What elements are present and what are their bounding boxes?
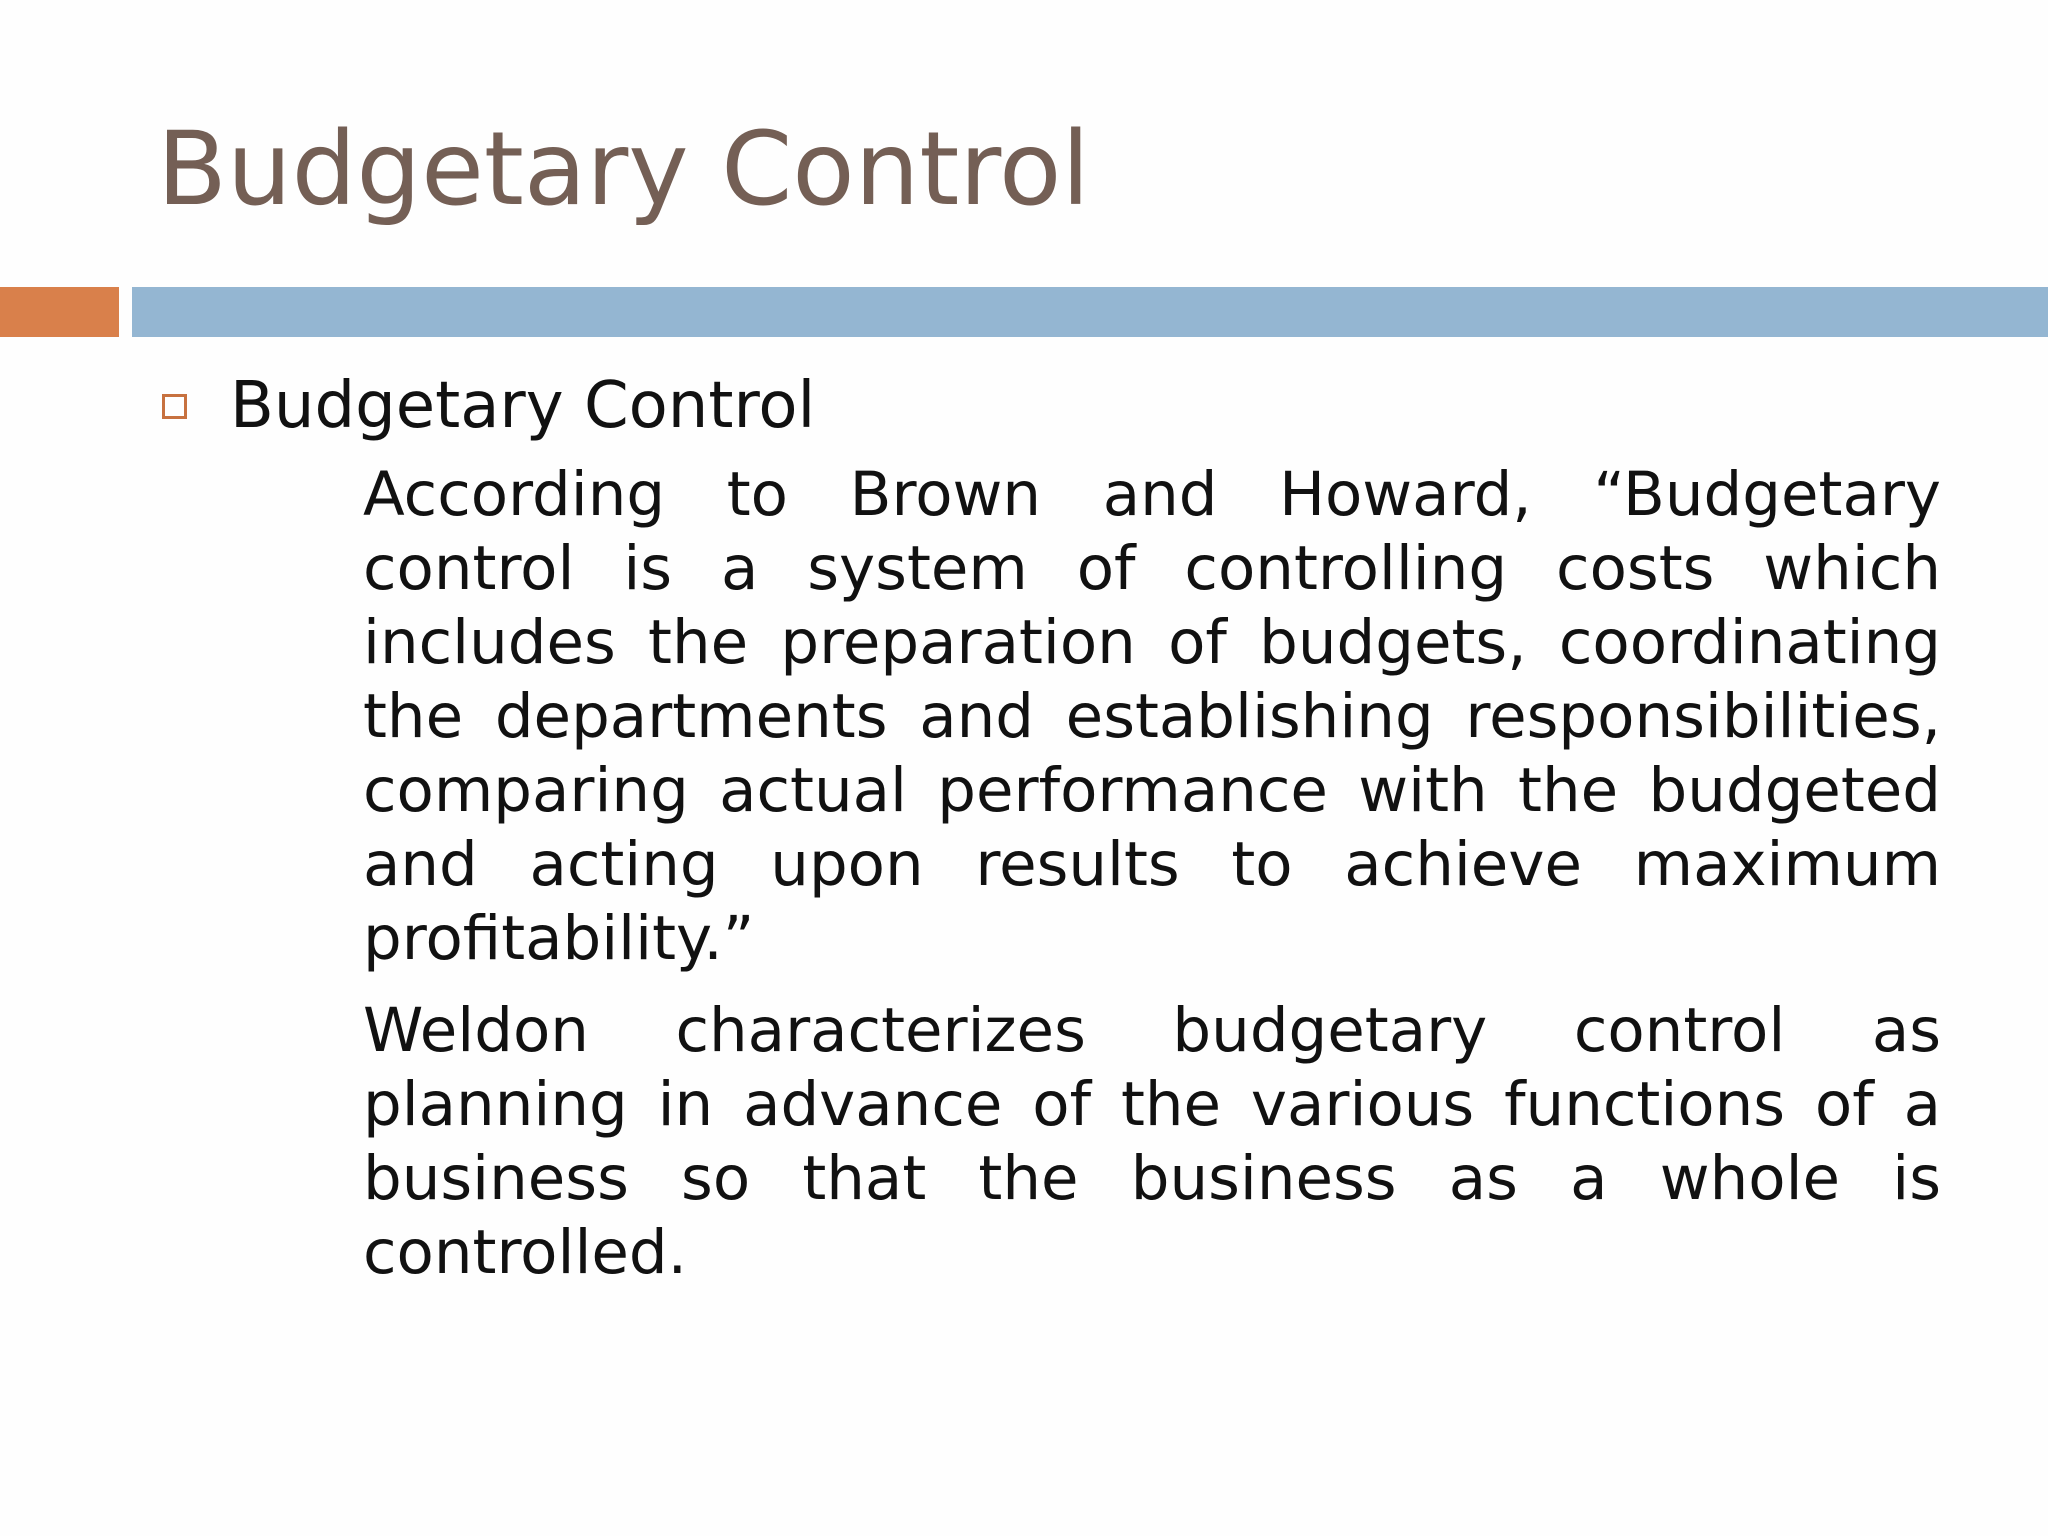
definition-paragraph-weldon: Weldon characterizes budgetary control as planning in advance of the various functions of a business so that the business as a whole is controlled. [363, 995, 1941, 1288]
slide-title: Budgetary Control [157, 110, 1090, 229]
accent-bar [0, 287, 119, 337]
title-divider-bar [132, 287, 2048, 337]
bullet-heading: Budgetary Control [230, 369, 816, 443]
definition-paragraph-brown-howard: According to Brown and Howard, “Budgetary control is a system of controlling costs which includes the preparation of budgets, coordinating the departments and establishing responsibilities, comparing actual performance with the budgeted and acting upon results to achieve maximum profitability.” [363, 459, 1941, 974]
hollow-square-bullet-icon [162, 394, 187, 419]
